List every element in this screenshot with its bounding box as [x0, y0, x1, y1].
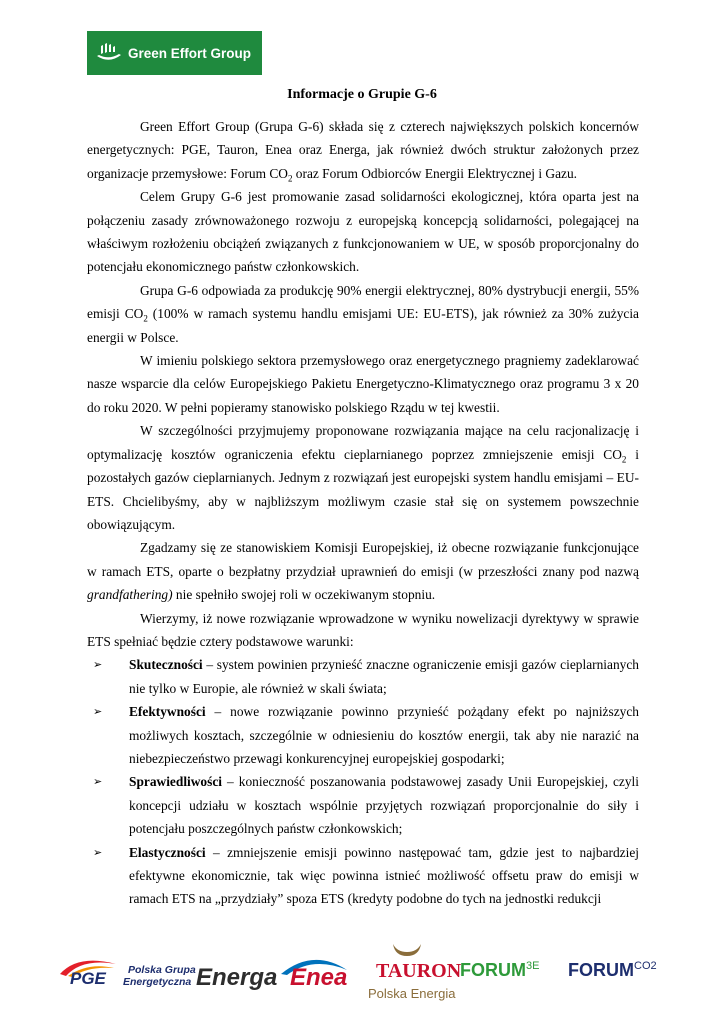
list-item: ➢ Elastyczności – zmniejszenie emisji powinno następować tam, gdzie jest to najbardziej efektywne ekonomicznie, tak więc powinna istnieć możliwość offsetu praw do emisji w ramach ETS na „przydziały” spoza ETS (kredyty podobne do tych na jednostki redukcji	[87, 841, 639, 911]
pge-group-line-2: Energetyczna	[123, 976, 192, 988]
document-body	[87, 115, 639, 911]
pge-group-line-1: Polska Grupa	[128, 964, 196, 976]
arrow-bullet-icon: ➢	[93, 775, 103, 789]
paragraph-6: Zgadzamy się ze stanowiskiem Komisji Europejskiej, iż obecne rozwiązanie funkcjonujące w ramach ETS, oparte o bezpłatny przydział uprawnień do emisji (w przeszłości znany pod nazwą grandfathering) nie spełniło swojej roli w oczekiwanym stopniu.	[87, 540, 639, 603]
arrow-bullet-icon: ➢	[93, 845, 103, 859]
list-item: ➢ Efektywności – nowe rozwiązanie powinno przynieść pożądany efekt po najniższych możliwych kosztach, szczególnie w odniesieniu do kosztów energii, tak aby nie narazić na niebezpieczeństwo przewagi konkurencyjnej europejskiej gospodarki;	[87, 700, 639, 770]
tauron-logo-text: TAURON	[376, 960, 462, 982]
pge-logo-text: PGE	[70, 969, 106, 988]
paragraph-3: Grupa G-6 odpowiada za produkcję 90% energii elektrycznej, 80% dystrybucji energii, 55% emisji $CO_2$ (100% w ramach systemu handlu emisjami UE: EU-ETS), jak również za 30% zużycia energii w Polsce.	[87, 282, 639, 345]
enea-logo-text: Enea	[290, 964, 348, 991]
paragraph-1: Green Effort Group (Grupa G-6) składa się z czterech największych polskich koncernów energetycznych: PGE, Tauron, Enea oraz Energa, jak również dwóch struktur założonych przez organizacje przemysłowe: Forum $CO_2$ oraz Forum Odbiorców Energii Elektrycznej i Gazu.	[87, 119, 639, 184]
partner-logos-footer	[0, 940, 724, 1010]
list-item: ➢ Skuteczności – system powinien przynieść znaczne ograniczenie emisji gazów cieplarnianych nie tylko w Europie, ale również w skali świata;	[87, 653, 639, 700]
page-title: Informacje o Grupie G-6	[287, 87, 437, 102]
green-effort-group-logo	[87, 31, 262, 75]
tauron-subtitle: Polska Energia	[368, 986, 456, 1001]
paragraph-2: Celem Grupy G-6 jest promowanie zasad solidarności ekologicznej, która oparta jest na połączeniu zasady zrównoważonego rozwoju z europejską koncepcją solidarności, polegającej na właściwym rozłożeniu obciążeń związanych z funkcjonowaniem w UE, w sposób proporcjonalny do potencjału ekonomicznego państw członkowskich.	[87, 189, 639, 275]
paragraph-4: W imieniu polskiego sektora przemysłowego oraz energetycznego pragniemy zadeklarować nasze wsparcie dla celów Europejskiego Pakietu Energetyczno-Klimatycznego oraz programu 3 x 20 do roku 2020. W pełni popieramy stanowisko polskiego Rządu w tej kwestii.	[87, 353, 639, 415]
paragraph-5: W szczególności przyjmujemy proponowane rozwiązania mające na celu racjonalizację i optymalizację kosztów ograniczenia efektu cieplarnianego poprzez zmniejszenie emisji $CO_2$ i pozostałych gazów cieplarnianych. Jednym z rozwiązań jest europejski system handlu emisjami – EU-ETS. Chcielibyśmy, aby w najbliższym możliwym czasie stał się on systemem powszechnie obowiązującym.	[87, 423, 639, 532]
arrow-bullet-icon: ➢	[93, 658, 103, 672]
conditions-list	[87, 653, 639, 910]
arrow-bullet-icon: ➢	[93, 705, 103, 719]
forum-3e-logo-text: $FORUM^{3E}$	[460, 960, 540, 980]
leaf-hand-icon	[95, 42, 123, 64]
forum-co2-logo-text: $FORUM^{CO2}$	[568, 960, 657, 980]
tauron-horns-icon	[391, 942, 423, 958]
logo-text: Green Effort Group	[128, 45, 252, 61]
paragraph-7: Wierzymy, iż nowe rozwiązanie wprowadzone w wyniku nowelizacji dyrektywy w sprawie ETS spełniać będzie cztery podstawowe warunki:	[87, 610, 639, 649]
energa-logo-text: Energa	[196, 964, 278, 991]
list-item: ➢ Sprawiedliwości – konieczność poszanowania podstawowej zasady Unii Europejskiej, czyli koncepcji udziału w kosztach wspólnie przyjętych rozwiązań proporcjonalnie do siły i potencjału poszczególnych państw członkowskich;	[87, 770, 639, 840]
